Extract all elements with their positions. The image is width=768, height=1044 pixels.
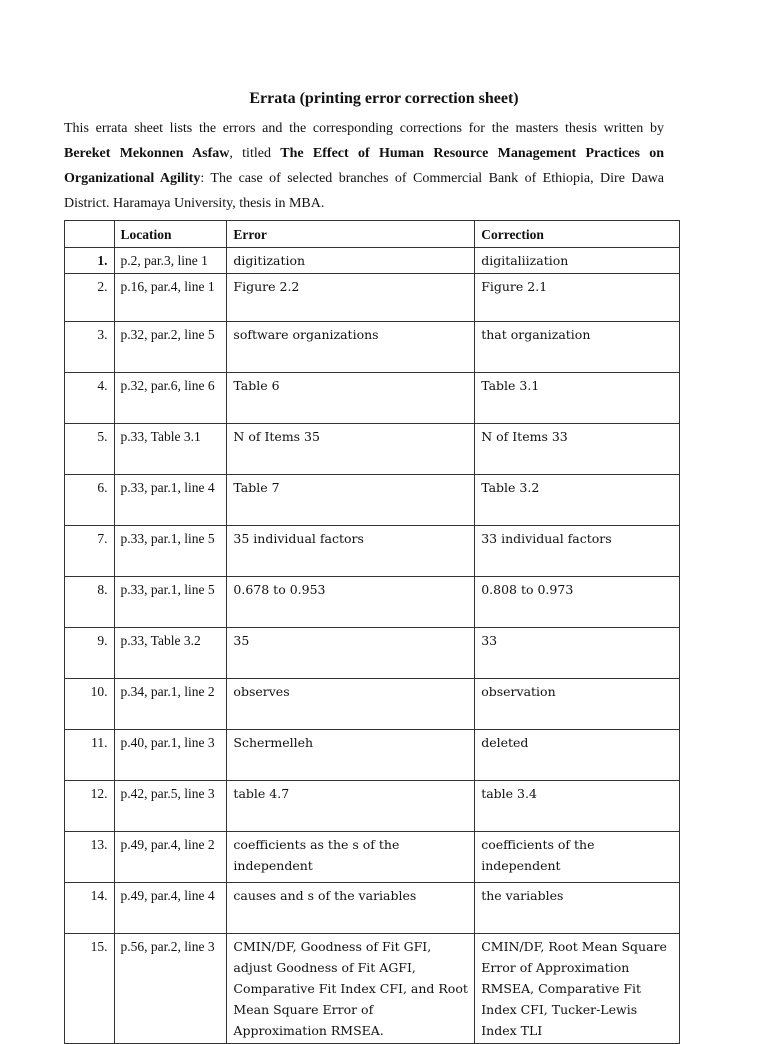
row-location: p.40, par.1, line 3 <box>114 730 227 781</box>
row-number: 7. <box>65 526 115 577</box>
intro-text-2: , titled <box>229 146 271 161</box>
table-row <box>65 883 680 934</box>
row-correction: N of Items 33 <box>475 424 680 475</box>
table-row <box>65 424 680 475</box>
header-location: Location <box>114 221 227 248</box>
table-row <box>65 730 680 781</box>
intro-text-1: This errata sheet lists the errors and the corresponding corrections for the masters thesis written by <box>64 121 664 136</box>
row-error: Schermelleh <box>227 730 475 781</box>
row-correction: 33 individual factors <box>475 526 680 577</box>
row-error: coefficients as the s of the independent <box>227 832 475 883</box>
row-correction: that organization <box>475 322 680 373</box>
row-number: 3. <box>65 322 115 373</box>
page-title: Errata (printing error correction sheet) <box>249 90 519 107</box>
row-correction: Table 3.1 <box>475 373 680 424</box>
table-row <box>65 832 680 883</box>
row-location: p.33, Table 3.2 <box>114 628 227 679</box>
header-correction: Correction <box>475 221 680 248</box>
row-location: p.33, par.1, line 4 <box>114 475 227 526</box>
row-correction: 33 <box>475 628 680 679</box>
row-location: p.16, par.4, line 1 <box>114 274 227 322</box>
table-row <box>65 934 680 1044</box>
table-row <box>65 577 680 628</box>
intro-text-3: : The case of selected branches of Commercial Bank of Ethiopia, Dire Dawa District. Haramaya University, thesis in MBA. <box>64 171 665 211</box>
row-number: 12. <box>65 781 115 832</box>
table-row <box>65 781 680 832</box>
row-location: p.32, par.2, line 5 <box>114 322 227 373</box>
row-number: 9. <box>65 628 115 679</box>
row-location: p.32, par.6, line 6 <box>114 373 227 424</box>
row-correction: table 3.4 <box>475 781 680 832</box>
table-row <box>65 322 680 373</box>
row-error: N of Items 35 <box>227 424 475 475</box>
row-number: 4. <box>65 373 115 424</box>
row-correction: observation <box>475 679 680 730</box>
row-number: 6. <box>65 475 115 526</box>
table-row <box>65 373 680 424</box>
row-error: 0.678 to 0.953 <box>227 577 475 628</box>
row-error: CMIN/DF, Goodness of Fit GFI, adjust Goodness of Fit AGFI, Comparative Fit Index CFI, and Root Mean Square Error of Approximation RMSEA. <box>227 934 475 1044</box>
row-number: 14. <box>65 883 115 934</box>
row-error: digitization <box>227 248 475 274</box>
errata-table <box>64 220 680 1044</box>
row-location: p.2, par.3, line 1 <box>114 248 227 274</box>
row-location: p.49, par.4, line 2 <box>114 832 227 883</box>
row-correction: deleted <box>475 730 680 781</box>
table-row <box>65 274 680 322</box>
row-number: 15. <box>65 934 115 1044</box>
row-number: 5. <box>65 424 115 475</box>
row-location: p.56, par.2, line 3 <box>114 934 227 1044</box>
row-number: 2. <box>65 274 115 322</box>
table-row <box>65 679 680 730</box>
row-error: observes <box>227 679 475 730</box>
row-error: Figure 2.2 <box>227 274 475 322</box>
table-header-row <box>65 221 680 248</box>
row-correction: Table 3.2 <box>475 475 680 526</box>
row-error: Table 6 <box>227 373 475 424</box>
row-error: software organizations <box>227 322 475 373</box>
header-error: Error <box>227 221 475 248</box>
author-name: Bereket Mekonnen Asfaw <box>64 146 230 161</box>
errata-table-body <box>65 248 680 1044</box>
row-location: p.42, par.5, line 3 <box>114 781 227 832</box>
table-row <box>65 475 680 526</box>
row-error: table 4.7 <box>227 781 475 832</box>
row-correction: digitaliization <box>475 248 680 274</box>
row-location: p.33, par.1, line 5 <box>114 526 227 577</box>
row-error: 35 individual factors <box>227 526 475 577</box>
row-correction: CMIN/DF, Root Mean Square Error of Approximation RMSEA, Comparative Fit Index CFI, Tucker-Lewis Index TLI <box>475 934 680 1044</box>
thesis-title: The Effect of Human Resource Management Practices on Organizational Agility <box>64 146 664 186</box>
row-error: Table 7 <box>227 475 475 526</box>
row-error: causes and s of the variables <box>227 883 475 934</box>
row-number: 10. <box>65 679 115 730</box>
row-location: p.34, par.1, line 2 <box>114 679 227 730</box>
row-location: p.49, par.4, line 4 <box>114 883 227 934</box>
row-number: 8. <box>65 577 115 628</box>
row-correction: 0.808 to 0.973 <box>475 577 680 628</box>
row-correction: the variables <box>475 883 680 934</box>
table-row <box>65 526 680 577</box>
intro-paragraph <box>64 116 664 216</box>
table-row <box>65 628 680 679</box>
row-correction: coefficients of the independent <box>475 832 680 883</box>
row-error: 35 <box>227 628 475 679</box>
header-number <box>65 221 115 248</box>
row-location: p.33, Table 3.1 <box>114 424 227 475</box>
row-correction: Figure 2.1 <box>475 274 680 322</box>
row-number: 11. <box>65 730 115 781</box>
row-location: p.33, par.1, line 5 <box>114 577 227 628</box>
table-row <box>65 248 680 274</box>
row-number: 1. <box>65 248 115 274</box>
row-number: 13. <box>65 832 115 883</box>
